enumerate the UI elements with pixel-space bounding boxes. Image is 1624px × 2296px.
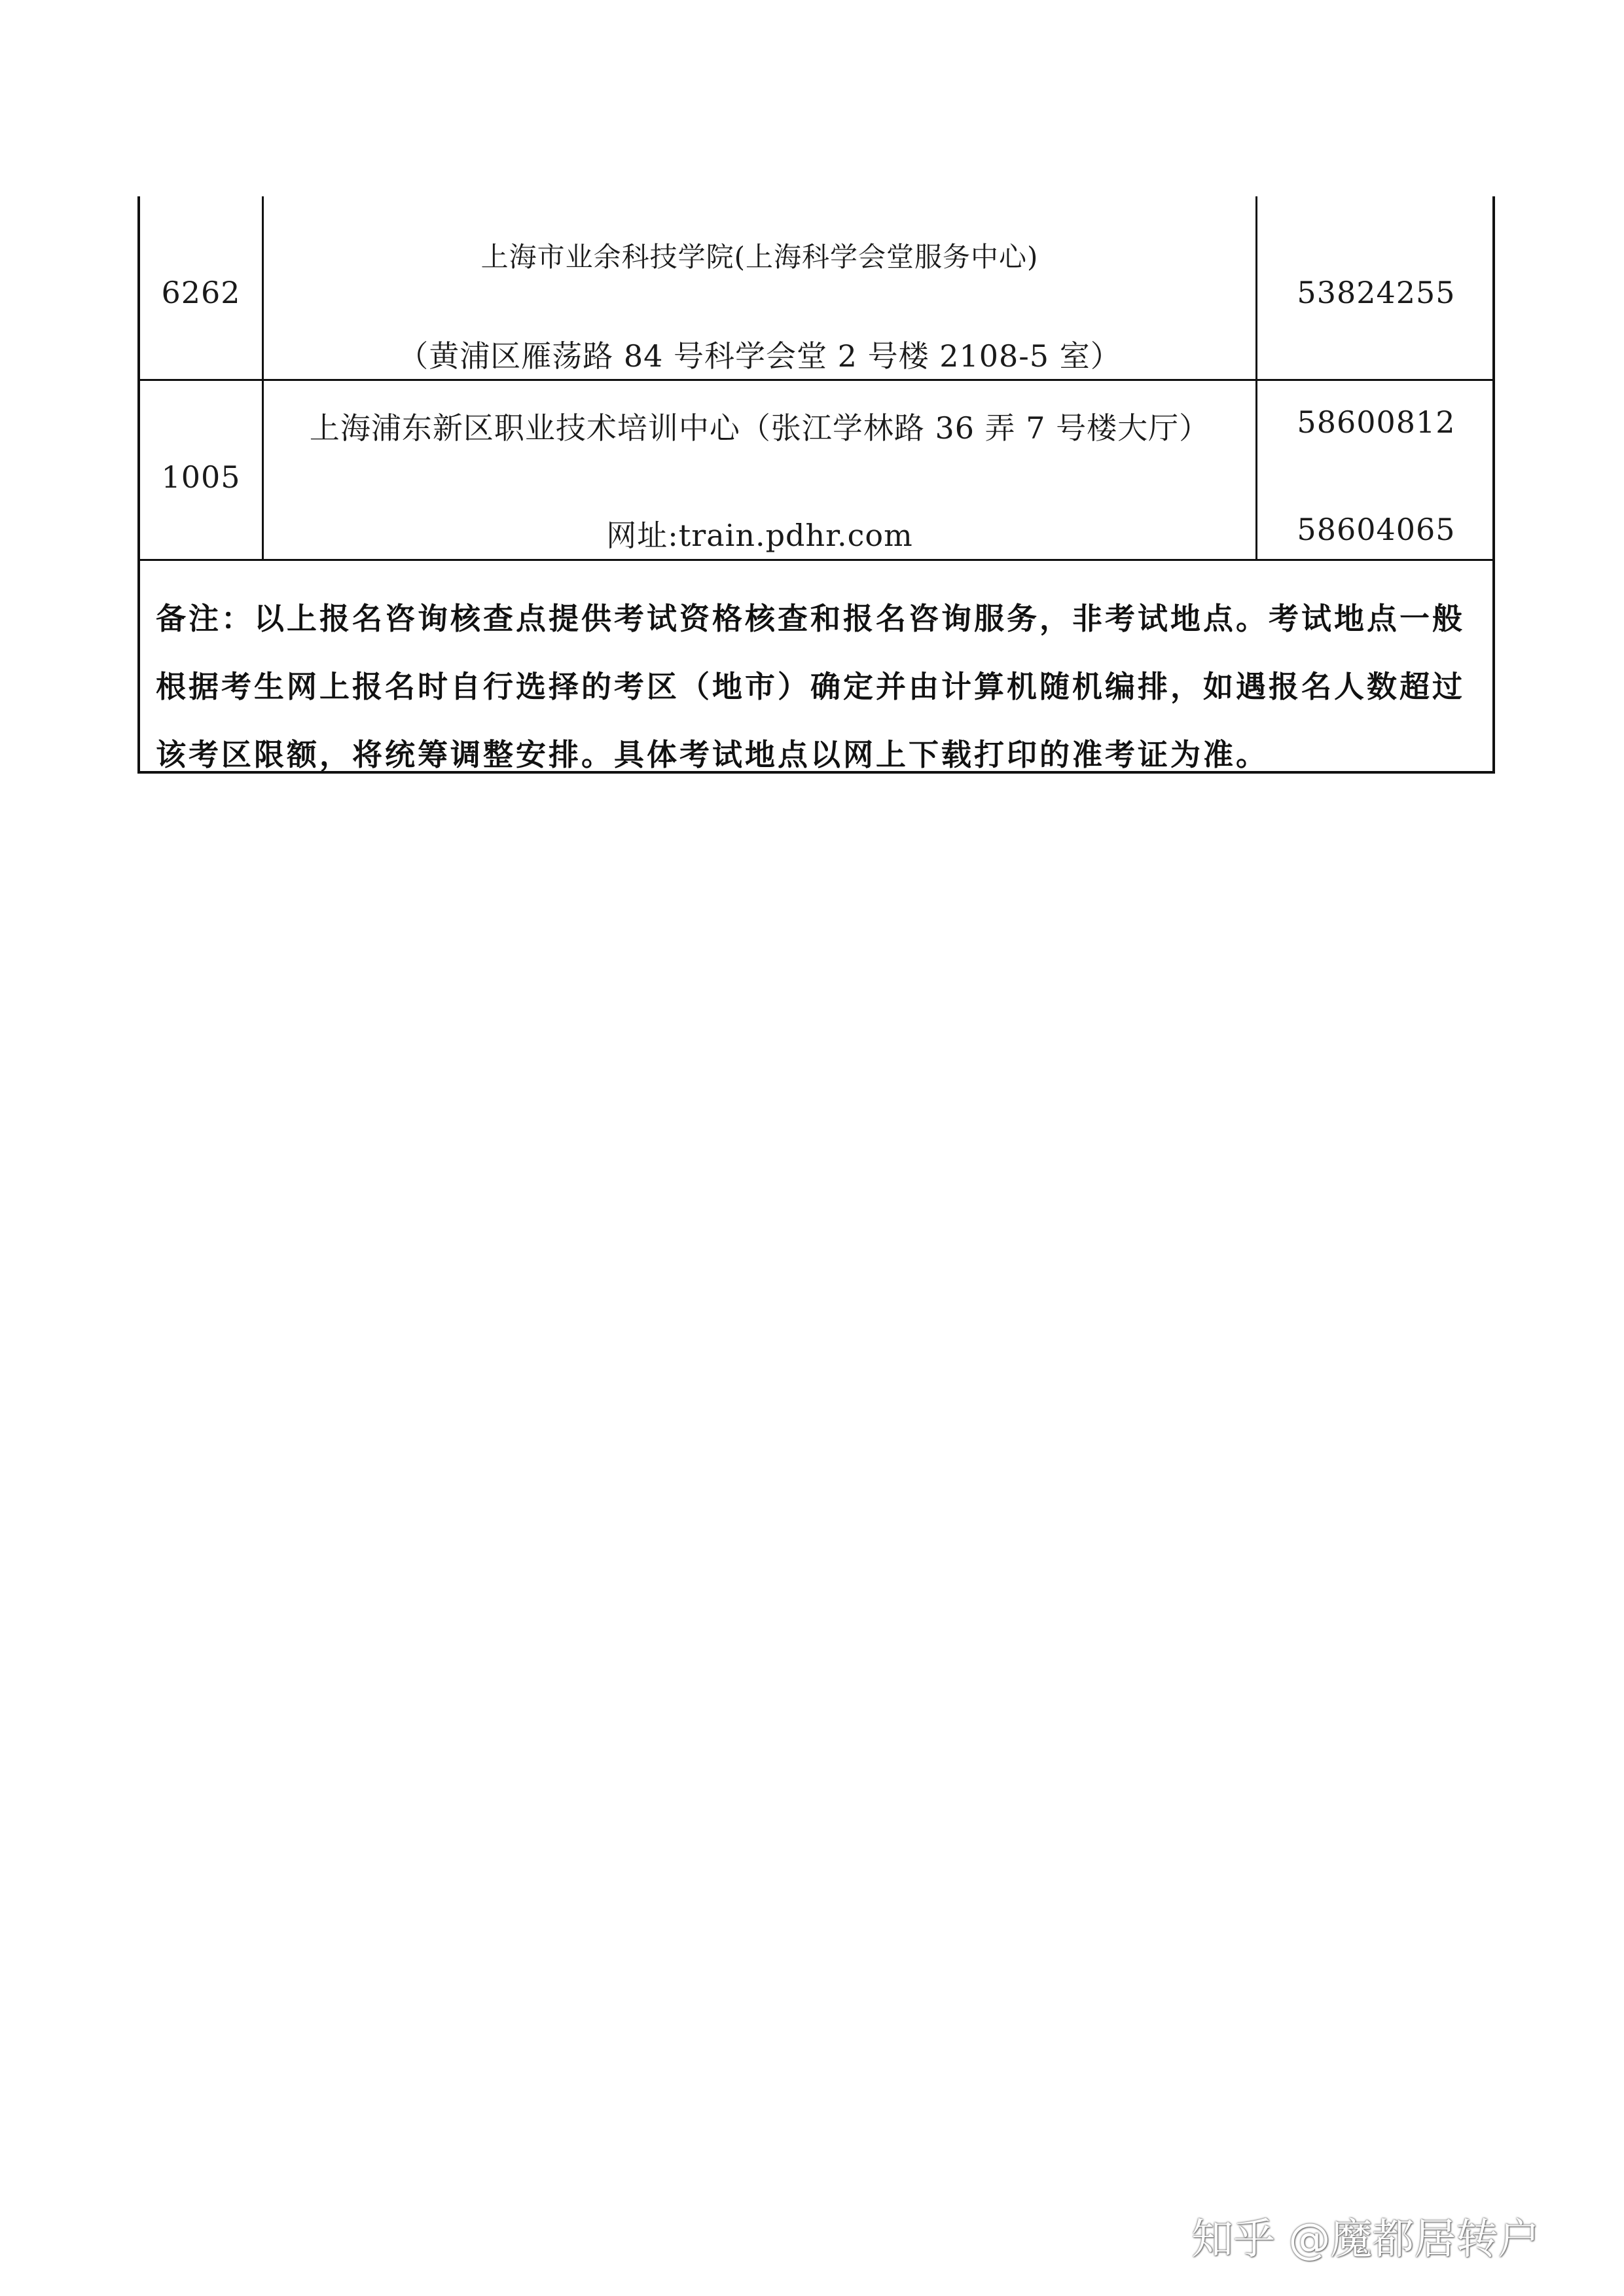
point-phone: 53824255 — [1297, 275, 1456, 310]
point-name: 上海市业余科技学院(上海科学会堂服务中心) — [480, 241, 1039, 273]
table-row — [137, 196, 1495, 381]
remark-text: 备注：以上报名咨询核查点提供考试资格核查和报名咨询服务，非考试地点。考试地点一般根据考生网上报名时自行选择的考区（地市）确定并由计算机随机编排，如遇报名人数超过该考区限额，将统筹调整安排。具体考试地点以网上下载打印的准考证为准。 — [156, 601, 1465, 772]
point-code: 6262 — [161, 275, 241, 310]
consultation-points-table — [137, 196, 1495, 774]
remark-row — [137, 561, 1495, 774]
point-website: 网址:train.pdhr.com — [606, 518, 913, 553]
point-code: 1005 — [161, 459, 241, 495]
point-address: （黄浦区雁荡路 84 号科学会堂 2 号楼 2108-5 室） — [398, 338, 1121, 374]
table-row — [137, 381, 1495, 561]
point-phone-2: 58604065 — [1297, 512, 1456, 547]
point-phone: 58600812 — [1297, 404, 1456, 440]
point-name: 上海浦东新区职业技术培训中心（张江学林路 36 弄 7 号楼大厅） — [309, 410, 1210, 446]
watermark: 知乎 @魔都居转户 — [1191, 2215, 1540, 2264]
